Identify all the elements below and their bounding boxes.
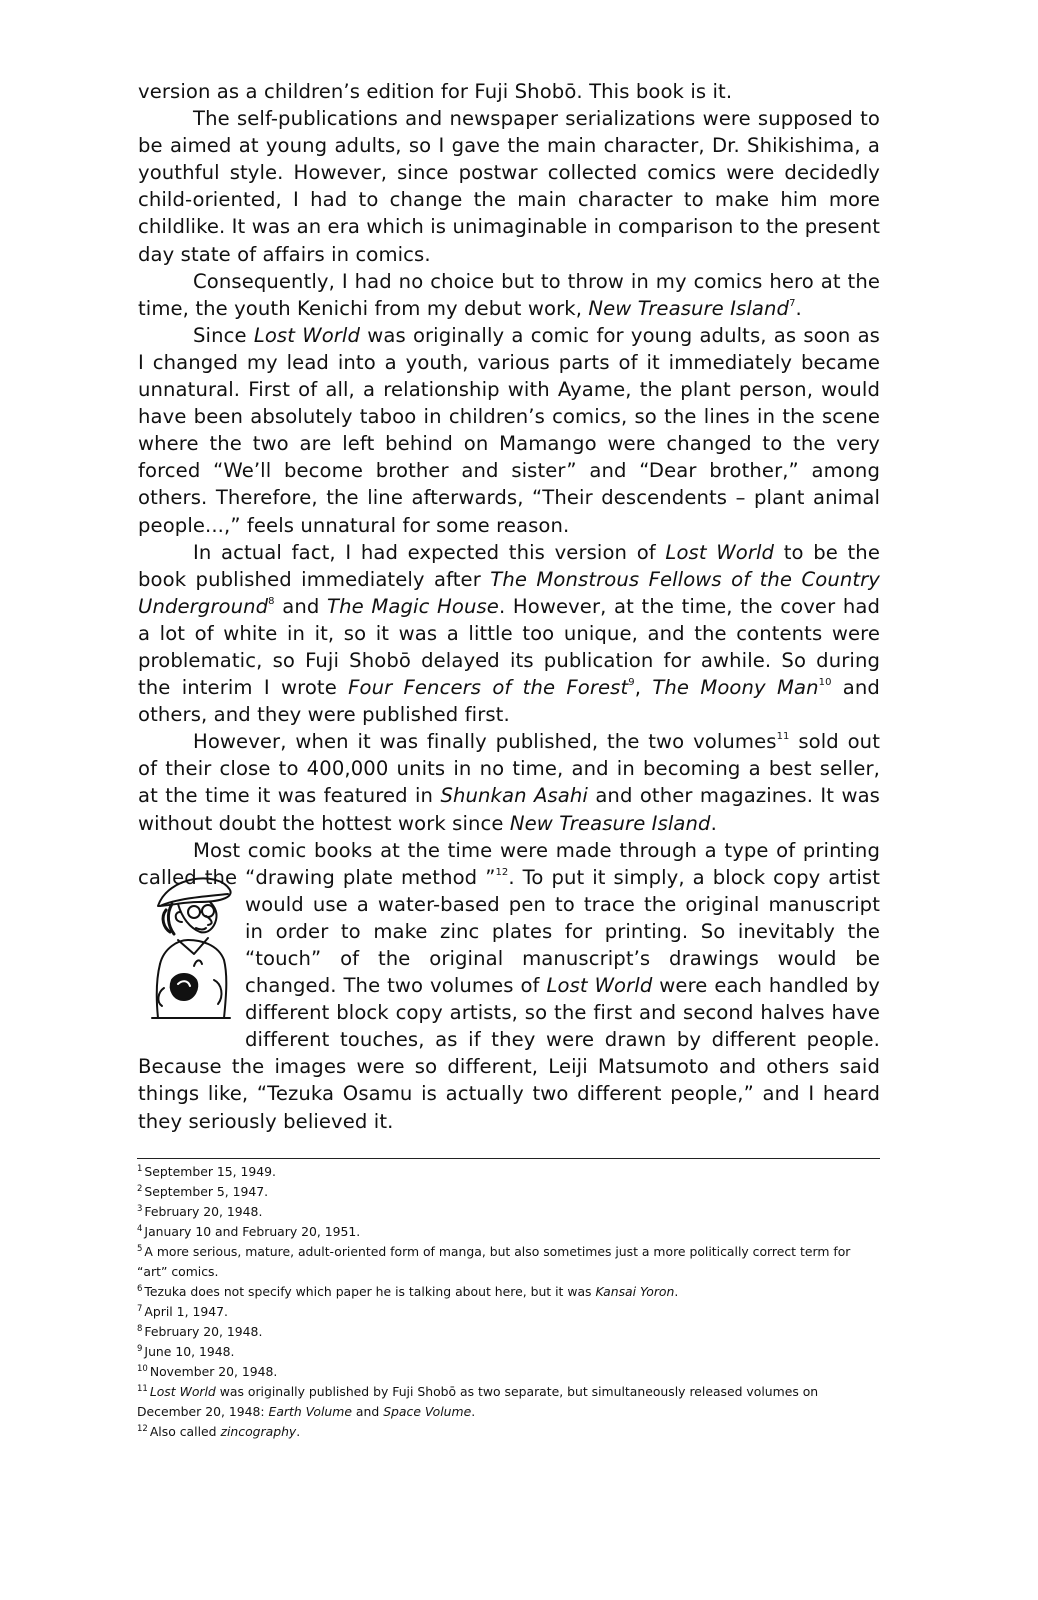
- text-run: was originally a comic for young adults, as soon as I changed my lead into a youth, various parts of it immediately became unnatural. First of all, a relationship with Ayame, the plant person, would have been absolutely taboo in children’s comics, so the lines in the scene where the two are left behind on Mamango were changed to the very forced “We’ll become brother and sister” and “Dear brother,” among others. Therefore, the line afterwards, “Their descendents – plant animal people...,” feels unnatural for some reason.: [138, 323, 880, 537]
- text-run: Also called: [149, 1424, 221, 1439]
- text-run: and others, and they were published first.: [138, 676, 880, 727]
- footnote-divider: [137, 1158, 880, 1159]
- footnote-number: 1: [137, 1164, 143, 1174]
- footnotes: [137, 1162, 880, 1442]
- text-run: and: [274, 594, 328, 618]
- footnote-number: 8: [137, 1324, 143, 1334]
- italic-title: The Magic House: [327, 594, 499, 618]
- text-run: .: [795, 296, 802, 320]
- main-text: [138, 78, 880, 1135]
- paragraph: [138, 728, 880, 836]
- footnote-number: 4: [137, 1224, 143, 1234]
- text-run: Consequently, I had no choice but to throw in my comics hero at the time, the youth Kenichi from my debut work,: [138, 269, 880, 320]
- text-run: .: [296, 1424, 301, 1439]
- text-run: Tezuka does not specify which paper he is talking about here, but it was: [144, 1284, 596, 1299]
- footnote-ref: 9: [628, 677, 635, 689]
- text-run: sold out of their close to 400,000 units in no time, and in becoming a best seller, at the time it was featured in: [138, 730, 880, 808]
- paragraph: [138, 322, 880, 539]
- italic-title: Lost World: [253, 323, 361, 347]
- footnote: [137, 1362, 880, 1382]
- text-run: version as a children’s edition for Fuji Shobō. This book is it.: [138, 80, 733, 103]
- text-run: A more serious, mature, adult-oriented form of manga, but also sometimes just a more politically correct term for “art” comics.: [137, 1244, 851, 1279]
- text-run: .: [471, 1404, 476, 1419]
- italic-title: Space Volume: [383, 1404, 472, 1419]
- italic-title: Kansai Yoron: [595, 1284, 675, 1299]
- text-run: April 1, 1947.: [144, 1304, 228, 1319]
- footnote: [137, 1282, 880, 1302]
- text-run: were each handled by different block copy artists, so the first and second halves have different touches, as if they were drawn by different people. Because the images were so different, Leiji Matsumoto and others said things like, “Tezuka Osamu is actually two different people,” and I heard they seriously believed it.: [138, 974, 880, 1133]
- text-run: November 20, 1948.: [149, 1364, 278, 1379]
- text-run: The self-publications and newspaper serializations were supposed to be aimed at young adults, so I gave the main character, Dr. Shikishima, a youthful style. However, since postwar collected comics were decidedly child-oriented, I had to change the main character to make him more childlike. It was an era which is unimaginable in comparison to the present day state of affairs in comics.: [138, 107, 880, 266]
- italic-title: Lost World: [149, 1384, 216, 1399]
- text-run: In actual fact, I had expected this version of: [193, 540, 666, 564]
- text-run: . However, at the time, the cover had a lot of white in it, so it was a little too unique, and the contents were problematic, so Fuji Shobō delayed its publication for awhile. So during the interim I wrote: [138, 594, 881, 700]
- text-run: Most comic books at the time were made through a type of printing called the “drawing plate method: [138, 838, 880, 889]
- footnote: [137, 1182, 880, 1202]
- italic-title: Four Fencers of the Forest: [348, 676, 629, 700]
- footnote: [137, 1242, 880, 1282]
- paragraph: [138, 837, 880, 1135]
- text-run: and: [351, 1404, 384, 1419]
- italic-title: The Monstrous Fellows of the Country Underground: [138, 567, 880, 618]
- footnote: [137, 1222, 880, 1242]
- italic-title: Shunkan Asahi: [440, 784, 588, 808]
- text-run: September 5, 1947.: [144, 1184, 269, 1199]
- text-run: September 15, 1949.: [144, 1164, 276, 1179]
- text-run: to be the book published immediately after: [138, 540, 880, 591]
- footnote-number: 5: [137, 1244, 143, 1254]
- footnote: [137, 1302, 880, 1322]
- text-run: However, when it was finally published, the two volumes: [193, 730, 777, 754]
- footnote: [137, 1382, 880, 1422]
- footnote: [137, 1342, 880, 1362]
- footnote-number: 11: [137, 1384, 148, 1394]
- footnote-number: 2: [137, 1184, 143, 1194]
- italic-title: New Treasure Island: [509, 811, 711, 835]
- footnote-ref: 8: [268, 595, 275, 607]
- text-run: .: [710, 811, 717, 835]
- text-run: and other magazines. It was without doubt the hottest work since: [138, 784, 880, 835]
- italic-title: New Treasure Island: [588, 296, 790, 320]
- paragraph: [138, 78, 880, 105]
- text-run: ,: [634, 676, 653, 700]
- italic-title: The Moony Man: [652, 676, 819, 700]
- footnote-number: 12: [137, 1424, 148, 1434]
- tezuka-self-portrait-icon: [138, 868, 245, 1028]
- footnote-ref: 11: [776, 731, 790, 743]
- text-run: . To put it simply, a block copy artist would use a water-based pen to trace the original manuscript in order to make zinc plates for printing. So inevitably the “touch” of the original manuscript’s drawings would be changed. The two volumes of: [245, 865, 880, 998]
- paragraph: [138, 268, 880, 322]
- text-run: 12: [495, 866, 509, 878]
- italic-title: Earth Volume: [268, 1404, 352, 1419]
- text-run: January 10 and February 20, 1951.: [144, 1224, 361, 1239]
- text-run: February 20, 1948.: [144, 1204, 263, 1219]
- footnote-ref: 7: [789, 297, 796, 309]
- footnote-number: 6: [137, 1284, 143, 1294]
- italic-title: zincography: [220, 1424, 297, 1439]
- footnote: [137, 1322, 880, 1342]
- footnote-number: 3: [137, 1204, 143, 1214]
- italic-title: Lost World: [546, 974, 653, 998]
- footnote-number: 9: [137, 1344, 143, 1354]
- text-run: June 10, 1948.: [144, 1344, 235, 1359]
- footnote: [137, 1202, 880, 1222]
- footnote: [137, 1422, 880, 1442]
- text-run: was originally published by Fuji Shobō as two separate, but simultaneously released volumes on December 20, 1948:: [137, 1384, 819, 1419]
- footnote: [137, 1162, 880, 1182]
- text-run: ”: [485, 865, 496, 889]
- footnote-number: 10: [137, 1364, 148, 1374]
- text-run: Since: [193, 323, 254, 347]
- paragraph: [138, 539, 880, 729]
- footnote-ref: 10: [818, 677, 832, 689]
- footnote-number: 7: [137, 1304, 143, 1314]
- text-run: .: [674, 1284, 679, 1299]
- paragraph: [138, 105, 880, 268]
- italic-title: Lost World: [665, 540, 775, 564]
- text-run: February 20, 1948.: [144, 1324, 263, 1339]
